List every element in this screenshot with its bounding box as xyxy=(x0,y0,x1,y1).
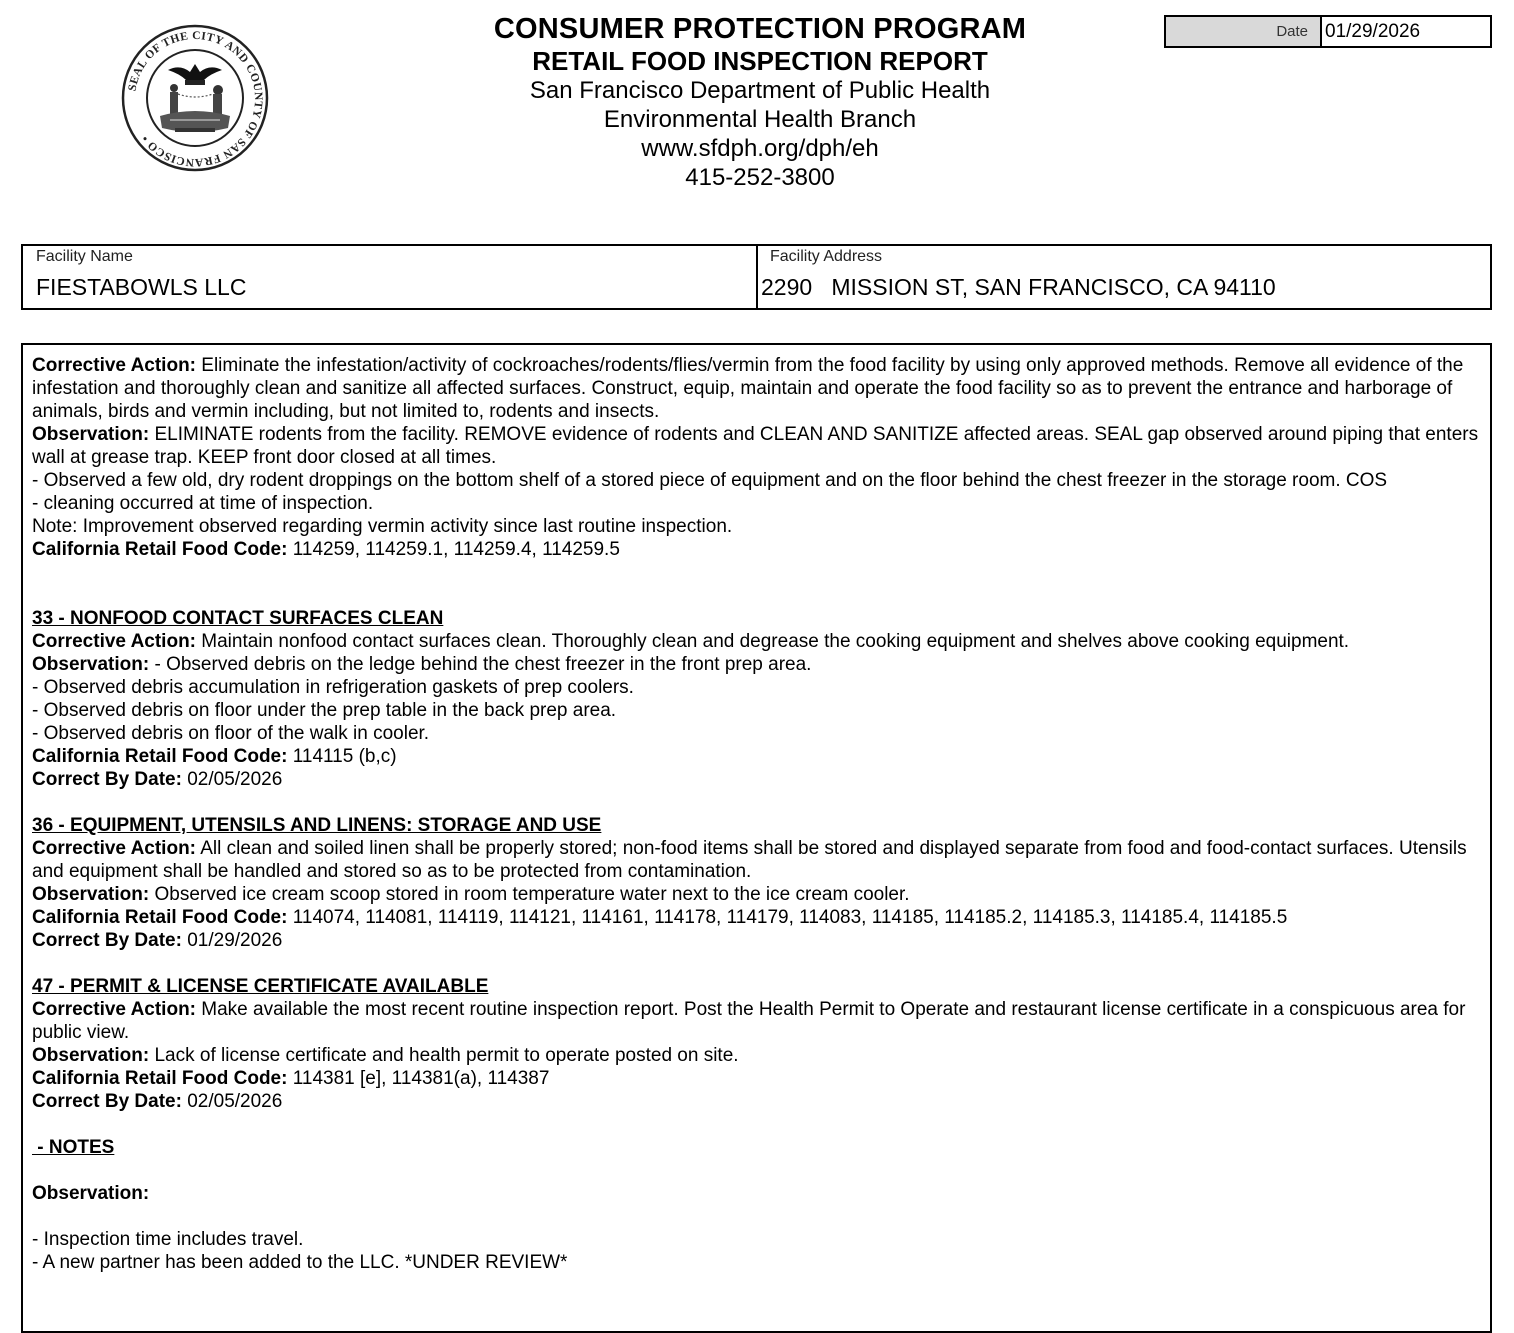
phone-number: 415-252-3800 xyxy=(685,164,835,191)
observation-label: Observation: xyxy=(32,424,150,445)
observation-line: - Observed debris on floor of the walk in cooler. xyxy=(32,723,430,744)
observation-text: ELIMINATE rodents from the facility. REMOVE evidence of rodents and CLEAN AND SANITIZE affected areas. SEAL gap observed around piping that enters wall at grease trap. KEEP front door closed at all times. xyxy=(32,424,1479,468)
corrective-action-label: Corrective Action: xyxy=(32,999,196,1020)
corrective-action-label: Corrective Action: xyxy=(32,355,196,376)
food-code-value: 114259, 114259.1, 114259.4, 114259.5 xyxy=(287,539,620,560)
violation-47 xyxy=(32,975,1490,1113)
website-text: www.sfdph.org/dph/eh xyxy=(641,135,879,162)
date-field xyxy=(1164,15,1492,48)
food-code-value: 114115 (b,c) xyxy=(287,746,397,767)
date-value: 01/29/2026 xyxy=(1325,21,1421,42)
note-line: - Inspection time includes travel. xyxy=(32,1229,304,1250)
observation-line: - Observed a few old, dry rodent droppings on the bottom shelf of a stored piece of equipment and on the floor behind the chest freezer in the storage room. COS xyxy=(32,470,1388,491)
violation-vermin xyxy=(32,354,1490,561)
observation-label: Observation: xyxy=(32,1045,150,1066)
report-title: RETAIL FOOD INSPECTION REPORT xyxy=(532,46,988,76)
corrective-action xyxy=(32,630,1490,653)
corrective-action-text: Make available the most recent routine inspection report. Post the Health Permit to Operate and restaurant license certificate in a conspicuous area for public view. xyxy=(32,999,1466,1043)
svg-text:SEAL OF THE CITY AND COUNTY OF: SEAL OF THE CITY AND COUNTY OF SAN FRANCISCO • xyxy=(126,29,265,169)
corrective-action xyxy=(32,998,1490,1044)
facility-name-value: FIESTABOWLS LLC xyxy=(36,274,247,300)
violation-33 xyxy=(32,607,1490,791)
correct-by-value: 01/29/2026 xyxy=(181,930,283,951)
violation-title: 47 - PERMIT & LICENSE CERTIFICATE AVAILABLE xyxy=(32,976,489,997)
observation-line: - Observed debris on floor under the prep table in the back prep area. xyxy=(32,700,617,721)
notes-observation-label: Observation: xyxy=(32,1183,150,1204)
note-line: - A new partner has been added to the LLC. *UNDER REVIEW* xyxy=(32,1252,568,1273)
observation-label: Observation: xyxy=(32,654,150,675)
observation xyxy=(32,423,1490,469)
notes-section xyxy=(32,1136,1490,1274)
food-code-label: California Retail Food Code: xyxy=(32,1068,288,1089)
food-code xyxy=(32,1067,1490,1090)
facility-address-value: 2290 MISSION ST, SAN FRANCISCO, CA 94110 xyxy=(761,274,1276,300)
corrective-action xyxy=(32,354,1490,423)
facility-address-label: Facility Address xyxy=(770,248,883,265)
facility-address-cell xyxy=(758,246,1490,308)
observation xyxy=(32,653,1490,676)
report-header xyxy=(380,12,1140,192)
correct-by-date xyxy=(32,929,1490,952)
city-county-seal-logo xyxy=(120,24,270,172)
program-title: CONSUMER PROTECTION PROGRAM xyxy=(493,13,1027,45)
violation-36 xyxy=(32,814,1490,952)
food-code-label: California Retail Food Code: xyxy=(32,907,288,928)
observation xyxy=(32,1044,1490,1067)
food-code xyxy=(32,745,1490,768)
branch-name: Environmental Health Branch xyxy=(603,106,917,133)
facility-name-label: Facility Name xyxy=(36,248,133,265)
correct-by-value: 02/05/2026 xyxy=(181,769,283,790)
food-code-value: 114381 [e], 114381(a), 114387 xyxy=(287,1068,550,1089)
violation-title: 33 - NONFOOD CONTACT SURFACES CLEAN xyxy=(32,608,444,629)
observation-line: - cleaning occurred at time of inspection. xyxy=(32,493,374,514)
facility-info-table xyxy=(21,244,1492,310)
observation-text: Observed ice cream scoop stored in room temperature water next to the ice cream cooler. xyxy=(149,884,910,905)
correct-by-date xyxy=(32,1090,1490,1113)
correct-by-value: 02/05/2026 xyxy=(181,1091,283,1112)
corrective-action-text: Eliminate the infestation/activity of cockroaches/rodents/flies/vermin from the food facility by using only approved methods. Remove all evidence of the infestation and thoroughly clean and sanitize all affected surfaces. Construct, equip, maintain and operate the food facility so as to prevent the entrance and harborage of animals, birds and vermin including, but not limited to, rodents and insects. xyxy=(32,355,1464,422)
corrective-action-text: All clean and soiled linen shall be properly stored; non-food items shall be stored and displayed separate from food and food-contact surfaces. Utensils and equipment shall be handled and stored so as to be protected from contamination. xyxy=(32,838,1467,882)
violations-section xyxy=(21,343,1492,1333)
department-name: San Francisco Department of Public Health xyxy=(529,77,991,104)
facility-name-cell xyxy=(23,246,758,308)
observation-line: - Observed debris accumulation in refrigeration gaskets of prep coolers. xyxy=(32,677,634,698)
corrective-action xyxy=(32,837,1490,883)
violation-title: 36 - EQUIPMENT, UTENSILS AND LINENS: STORAGE AND USE xyxy=(32,815,602,836)
corrective-action-label: Corrective Action: xyxy=(32,838,196,859)
corrective-action-text: Maintain nonfood contact surfaces clean. Thoroughly clean and degrease the cooking equipment and shelves above cooking equipment. xyxy=(196,631,1350,652)
food-code-value: 114074, 114081, 114119, 114121, 114161, 114178, 114179, 114083, 114185, 114185.2, 114185.3, 114185.4, 114185.5 xyxy=(287,907,1288,928)
date-label: Date xyxy=(1166,17,1322,46)
correct-by-label: Correct By Date: xyxy=(32,1091,182,1112)
correct-by-label: Correct By Date: xyxy=(32,769,182,790)
corrective-action-label: Corrective Action: xyxy=(32,631,196,652)
observation-label: Observation: xyxy=(32,884,150,905)
food-code-label: California Retail Food Code: xyxy=(32,539,288,560)
correct-by-label: Correct By Date: xyxy=(32,930,182,951)
food-code-label: California Retail Food Code: xyxy=(32,746,288,767)
food-code xyxy=(32,906,1490,929)
observation-note: Note: Improvement observed regarding vermin activity since last routine inspection. xyxy=(32,516,733,537)
food-code xyxy=(32,538,1490,561)
observation xyxy=(32,883,1490,906)
observation-text: Lack of license certificate and health permit to operate posted on site. xyxy=(149,1045,739,1066)
notes-title: - NOTES xyxy=(32,1137,115,1158)
correct-by-date xyxy=(32,768,1490,791)
observation-text: - Observed debris on the ledge behind the chest freezer in the front prep area. xyxy=(149,654,812,675)
